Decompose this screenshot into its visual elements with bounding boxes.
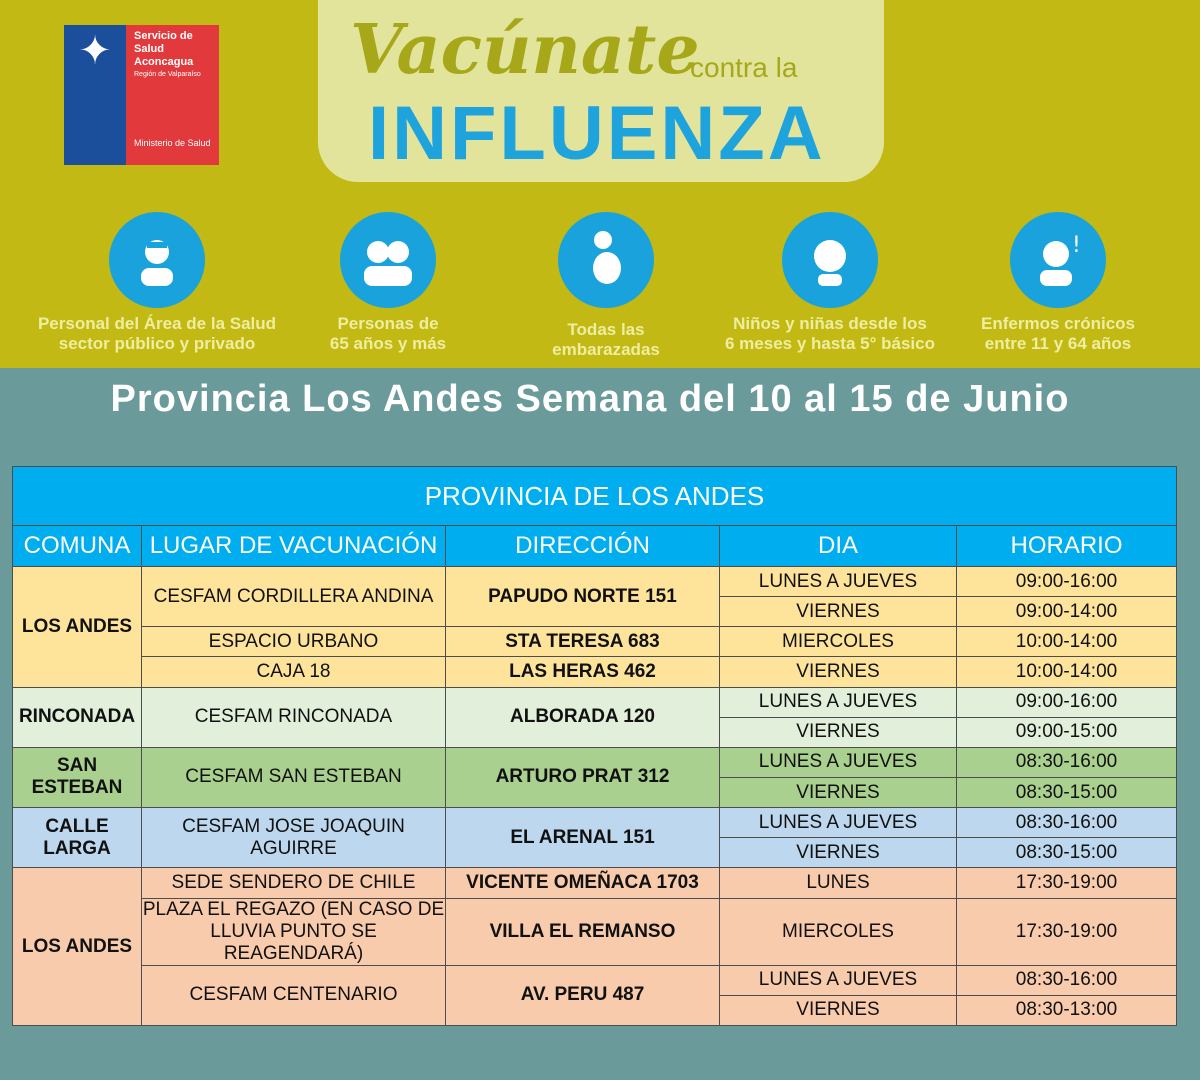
day-cell: VIERNES (720, 777, 957, 807)
table-row (13, 687, 1177, 717)
day-cell: LUNES A JUEVES (720, 687, 957, 717)
target-group-label: Todas las embarazadas (552, 320, 660, 359)
target-group-label: Enfermos crónicos entre 11 y 64 años (981, 314, 1135, 353)
place-cell: CESFAM RINCONADA (142, 687, 446, 747)
pregnant-woman-icon (558, 212, 654, 308)
day-cell: LUNES A JUEVES (720, 567, 957, 597)
table-row (13, 868, 1177, 898)
comuna-cell: SAN ESTEBAN (13, 747, 142, 807)
column-header: HORARIO (957, 526, 1177, 567)
coat-of-arms-icon: ✦ (78, 29, 112, 73)
table-row (13, 965, 1177, 995)
place-cell: ESPACIO URBANO (142, 627, 446, 657)
logo-ministry: Ministerio de Salud (134, 138, 211, 148)
day-cell: LUNES A JUEVES (720, 808, 957, 838)
hours-cell: 09:00-16:00 (957, 687, 1177, 717)
comuna-cell: LOS ANDES (13, 567, 142, 688)
place-cell: PLAZA EL REGAZO (EN CASO DE LLUVIA PUNTO SE REAGENDARÁ) (142, 898, 445, 964)
comuna-cell: RINCONADA (13, 687, 142, 747)
comuna-cell: CALLE LARGA (13, 808, 142, 868)
column-header: DIRECCIÓN (446, 526, 720, 567)
column-header: LUGAR DE VACUNACIÓN (142, 526, 446, 567)
target-group-health-workers (27, 212, 287, 354)
day-cell: LUNES (720, 868, 957, 898)
hours-cell: 08:30-15:00 (957, 777, 1177, 807)
address-cell: VICENTE OMEÑACA 1703 (446, 868, 720, 898)
column-header: COMUNA (13, 526, 142, 567)
hours-cell: 17:30-19:00 (957, 898, 1177, 965)
table-title: PROVINCIA DE LOS ANDES (13, 467, 1177, 526)
address-cell: EL ARENAL 151 (446, 808, 720, 868)
address-cell: ARTURO PRAT 312 (446, 747, 720, 807)
place-cell: SEDE SENDERO DE CHILE (142, 868, 446, 898)
address-cell: AV. PERU 487 (446, 965, 720, 1025)
hours-cell: 08:30-16:00 (957, 747, 1177, 777)
vaccination-schedule-table (12, 466, 1177, 1026)
place-cell: CESFAM CORDILLERA ANDINA (142, 567, 446, 627)
hours-cell: 09:00-15:00 (957, 717, 1177, 747)
day-cell: VIERNES (720, 838, 957, 868)
target-group-chronic (928, 212, 1188, 354)
target-group-pregnant (476, 212, 736, 360)
day-cell: VIERNES (720, 995, 957, 1025)
place-cell: CESFAM SAN ESTEBAN (142, 747, 446, 807)
svg-text:!: ! (1072, 233, 1081, 258)
place-cell: CAJA 18 (142, 657, 446, 687)
target-group-label: Personas de 65 años y más (329, 314, 447, 353)
hours-cell: 10:00-14:00 (957, 627, 1177, 657)
table-row (13, 747, 1177, 777)
hours-cell: 17:30-19:00 (957, 868, 1177, 898)
target-group-children (700, 212, 960, 354)
chronic-patient-icon (1010, 212, 1106, 308)
campaign-title-main: INFLUENZA (368, 91, 826, 176)
hours-cell: 09:00-14:00 (957, 597, 1177, 627)
hours-cell: 08:30-16:00 (957, 965, 1177, 995)
campaign-banner (0, 0, 1200, 368)
campaign-title-small: contra la (690, 52, 798, 83)
hours-cell: 08:30-16:00 (957, 808, 1177, 838)
day-cell: LUNES A JUEVES (720, 747, 957, 777)
place-cell: CESFAM CENTENARIO (142, 965, 446, 1025)
children-icon (782, 212, 878, 308)
logo-org-name: Servicio de Salud Aconcagua (134, 30, 194, 68)
table-row (13, 627, 1177, 657)
table-row (13, 808, 1177, 838)
target-group-label: Personal del Área de la Salud sector público y privado (37, 314, 277, 353)
address-cell: LAS HERAS 462 (446, 657, 720, 687)
day-cell: MIERCOLES (720, 627, 957, 657)
page-title: Provincia Los Andes Semana del 10 al 15 de Junio (110, 378, 1070, 420)
day-cell: VIERNES (720, 597, 957, 627)
table-header-row (13, 526, 1177, 567)
table-row (13, 657, 1177, 687)
day-cell: MIERCOLES (720, 898, 957, 965)
column-header: DIA (720, 526, 957, 567)
place-cell: CESFAM JOSE JOAQUIN AGUIRRE (142, 808, 446, 868)
day-cell: VIERNES (720, 657, 957, 687)
table-row (13, 567, 1177, 597)
hours-cell: 08:30-15:00 (957, 838, 1177, 868)
hours-cell: 09:00-16:00 (957, 567, 1177, 597)
address-cell: PAPUDO NORTE 151 (446, 567, 720, 627)
hours-cell: 10:00-14:00 (957, 657, 1177, 687)
address-cell: STA TERESA 683 (446, 627, 720, 657)
address-cell: VILLA EL REMANSO (446, 898, 720, 965)
elderly-couple-icon (340, 212, 436, 308)
day-cell: LUNES A JUEVES (720, 965, 957, 995)
campaign-title-script: Vacúnate (350, 10, 700, 90)
health-worker-icon (109, 212, 205, 308)
address-cell: ALBORADA 120 (446, 687, 720, 747)
day-cell: VIERNES (720, 717, 957, 747)
hours-cell: 08:30-13:00 (957, 995, 1177, 1025)
logo-region: Región de Valparaíso (134, 71, 201, 78)
table-row (13, 898, 1177, 965)
comuna-cell: LOS ANDES (13, 868, 142, 1026)
ministry-logo (64, 25, 219, 165)
target-group-label: Niños y niñas desde los 6 meses y hasta 5° básico (725, 314, 935, 353)
